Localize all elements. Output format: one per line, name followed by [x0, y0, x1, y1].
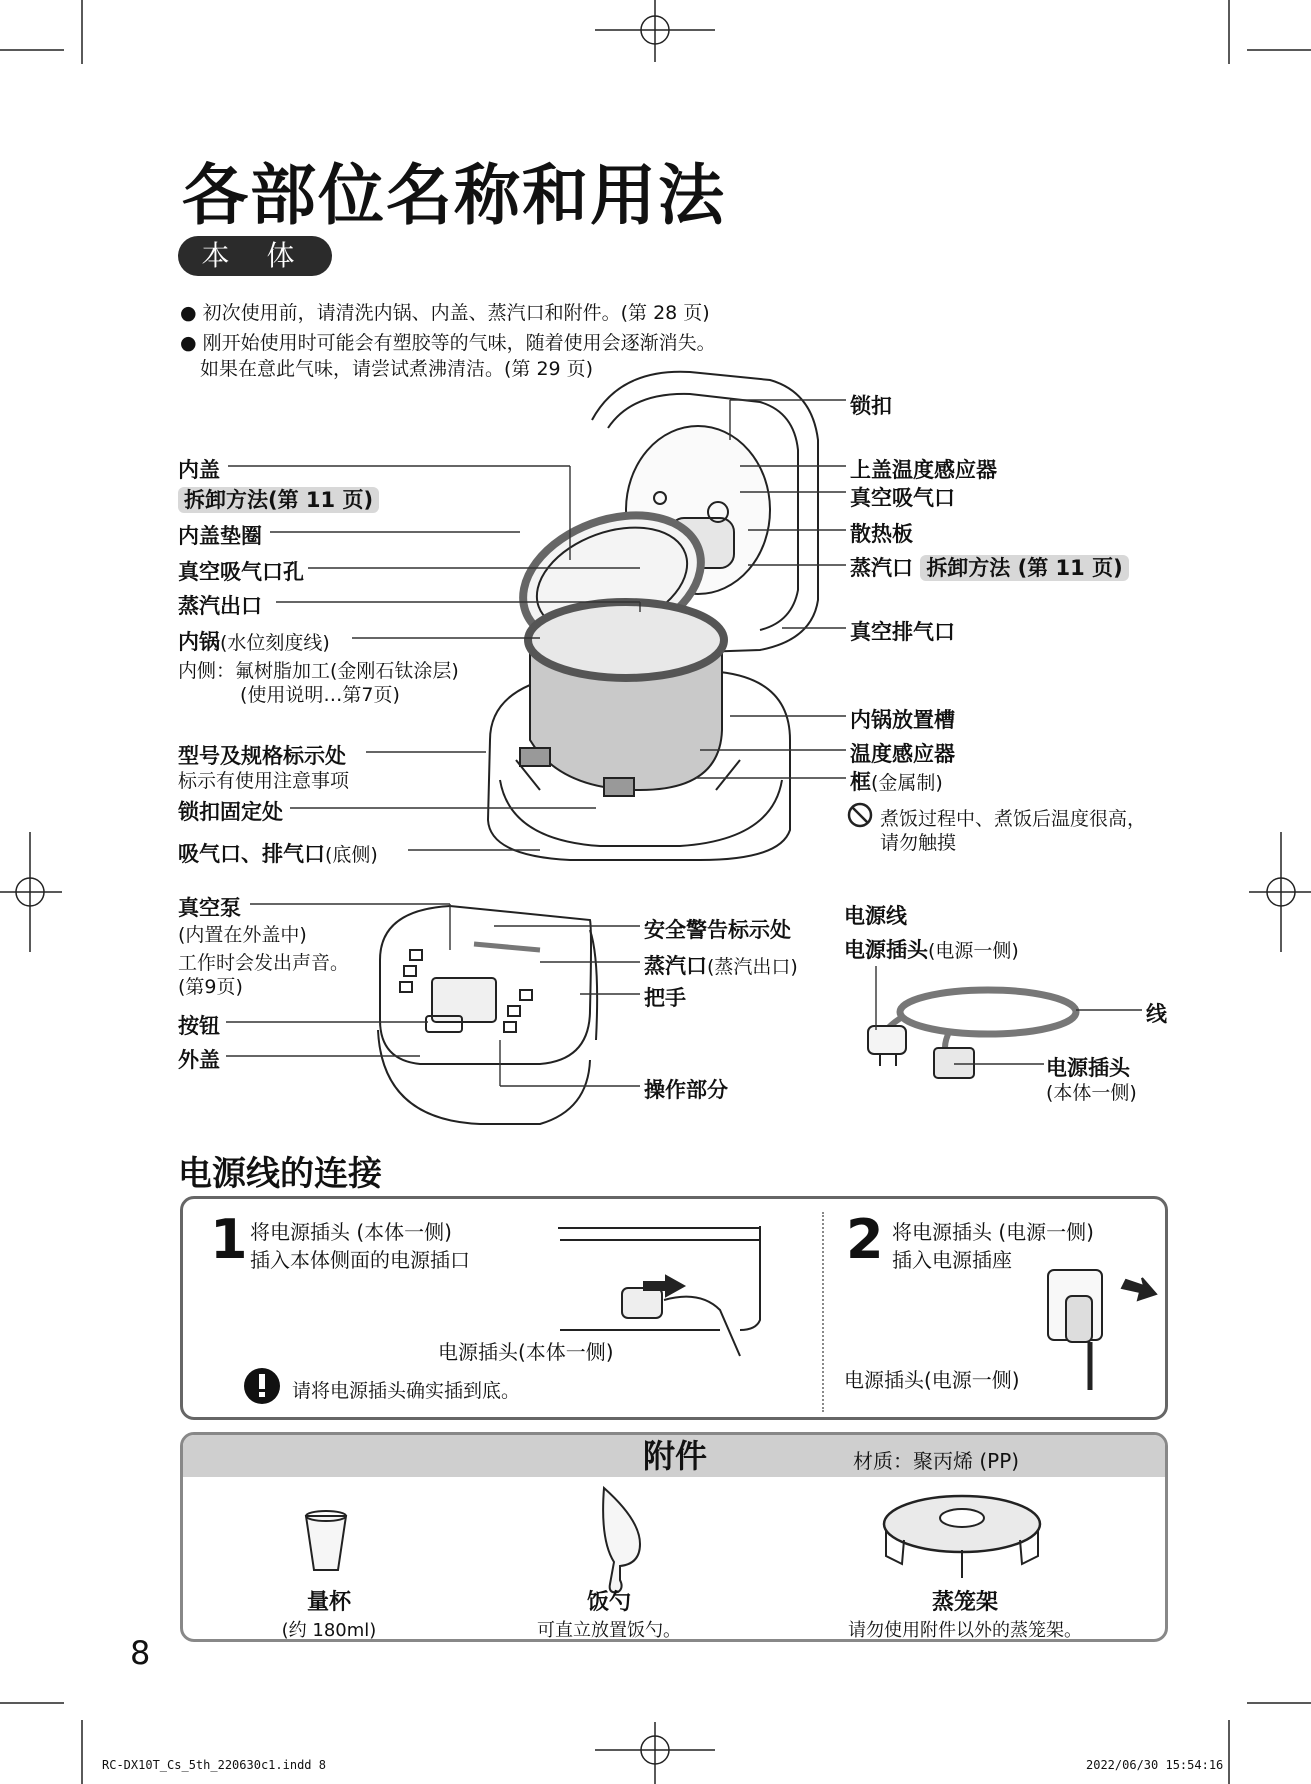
step2-line1: 将电源插头 (电源一侧)	[892, 1220, 1094, 1244]
accessory-steam-tray-note: 请勿使用附件以外的蒸笼架。	[848, 1620, 1082, 1641]
label-safety-label: 安全警告标示处	[644, 918, 791, 942]
label-inner-lid: 内盖	[178, 458, 220, 482]
footer-filename: RC-DX10T_Cs_5th_220630c1.indd 8	[102, 1758, 326, 1772]
step1-number: 1	[210, 1208, 248, 1271]
label-intake-exhaust-note: (底侧)	[325, 844, 378, 866]
label-steam-port-removal: 拆卸方法 (第 11 页)	[920, 555, 1128, 581]
label-vacuum-exhaust: 真空排气口	[850, 620, 955, 644]
warning-hot-line1: 煮饭过程中、煮饭后温度很高，	[880, 808, 1147, 830]
rice-cooker-open-drawing	[488, 372, 818, 860]
label-frame-note: (金属制)	[871, 772, 943, 794]
connection-section-title: 电源线的连接	[178, 1154, 382, 1194]
accessories-box	[180, 1432, 1168, 1642]
step1-warning: 请将电源插头确实插到底。	[292, 1380, 521, 1402]
label-control-panel: 操作部分	[644, 1078, 728, 1102]
label-model-plate: 型号及规格标示处	[178, 744, 346, 768]
label-intake-exhaust: 吸气口、排气口	[178, 842, 325, 866]
label-model-plate-note: 标示有使用注意事项	[178, 770, 350, 792]
label-steam-port2-note: (蒸汽出口)	[707, 956, 798, 978]
label-inner-pot-note: (水位刻度线)	[220, 632, 330, 654]
label-cord: 线	[1146, 1002, 1167, 1026]
step2-caption: 电源插头(电源一侧)	[844, 1368, 1020, 1392]
label-vacuum-intake: 真空吸气口	[850, 486, 955, 510]
label-vacuum-pump: 真空泵	[178, 896, 241, 920]
label-buttons: 按钮	[178, 1014, 220, 1038]
label-handle: 把手	[644, 986, 686, 1010]
page-number: 8	[130, 1634, 151, 1672]
accessory-rice-paddle-name: 饭勺	[586, 1590, 631, 1615]
power-cord-drawing	[868, 990, 1076, 1078]
label-plug-wall: 电源插头	[844, 938, 928, 962]
accessories-title: 附件	[643, 1437, 708, 1475]
accessory-steam-tray-name: 蒸笼架	[931, 1590, 998, 1615]
label-latch-fix: 锁扣固定处	[178, 800, 283, 824]
label-vacuum-pump-note2: 工作时会发出声音。	[178, 952, 350, 974]
note-plastic-smell: ● 刚开始使用时可能会有塑胶等的气味，随着使用会逐渐消失。	[180, 332, 716, 354]
label-power-cord: 电源线	[844, 904, 907, 928]
label-vacuum-intake-hole: 真空吸气口孔	[178, 560, 304, 584]
label-plug-body-note: (本体一侧)	[1046, 1082, 1137, 1104]
section-label-body: 本 体	[178, 236, 332, 276]
no-touch-icon	[849, 804, 871, 826]
label-vacuum-pump-note1: (内置在外盖中)	[178, 924, 307, 946]
label-plug-wall-note: (电源一侧)	[928, 940, 1019, 962]
label-temp-sensor: 温度感应器	[850, 742, 955, 766]
label-lock: 锁扣	[850, 394, 892, 418]
label-steam-outlet: 蒸汽出口	[178, 594, 262, 618]
connection-divider	[822, 1212, 825, 1412]
footer-timestamp: 2022/06/30 15:54:16	[1086, 1758, 1224, 1772]
accessory-measuring-cup-note: (约 180ml)	[281, 1620, 377, 1641]
accessory-rice-paddle-note: 可直立放置饭勺。	[537, 1620, 681, 1641]
label-steam-port2: 蒸汽口	[644, 954, 707, 978]
step1-caption: 电源插头(本体一侧)	[438, 1340, 614, 1364]
label-inner-lid-gasket: 内盖垫圈	[178, 524, 262, 548]
step2-line2: 插入电源插座	[892, 1248, 1012, 1272]
label-plug-body: 电源插头	[1046, 1056, 1130, 1080]
label-frame: 框	[850, 770, 871, 794]
label-inner-coating: 内侧：氟树脂加工(金刚石钛涂层)	[178, 660, 459, 682]
label-inner-lid-removal: 拆卸方法(第 11 页)	[178, 487, 379, 513]
note-boil-clean: 如果在意此气味，请尝试煮沸清洁。(第 29 页)	[200, 358, 594, 380]
label-outer-lid: 外盖	[178, 1048, 220, 1072]
label-pot-slot: 内锅放置槽	[850, 708, 955, 732]
warning-hot-line2: 请勿触摸	[880, 832, 957, 854]
step2-number: 2	[846, 1208, 884, 1271]
note-clean-before-use: ● 初次使用前，请清洗内锅、内盖、蒸汽口和附件。(第 28 页)	[180, 302, 710, 324]
label-steam-port: 蒸汽口	[850, 556, 913, 580]
accessory-measuring-cup-name: 量杯	[306, 1590, 351, 1615]
accessories-material: 材质：聚丙烯 (PP)	[853, 1449, 1020, 1473]
label-heat-plate: 散热板	[850, 522, 913, 546]
step1-line1: 将电源插头 (本体一侧)	[250, 1220, 452, 1244]
label-inner-coating-ref: (使用说明…第7页)	[240, 684, 400, 706]
page-title: 各部位名称和用法	[182, 157, 726, 234]
rice-cooker-closed-drawing	[378, 906, 597, 1124]
label-vacuum-pump-note3: (第9页)	[178, 976, 243, 998]
label-upper-lid-sensor: 上盖温度感应器	[850, 458, 997, 482]
label-inner-pot: 内锅	[178, 630, 220, 654]
step1-line2: 插入本体侧面的电源插口	[250, 1248, 470, 1272]
